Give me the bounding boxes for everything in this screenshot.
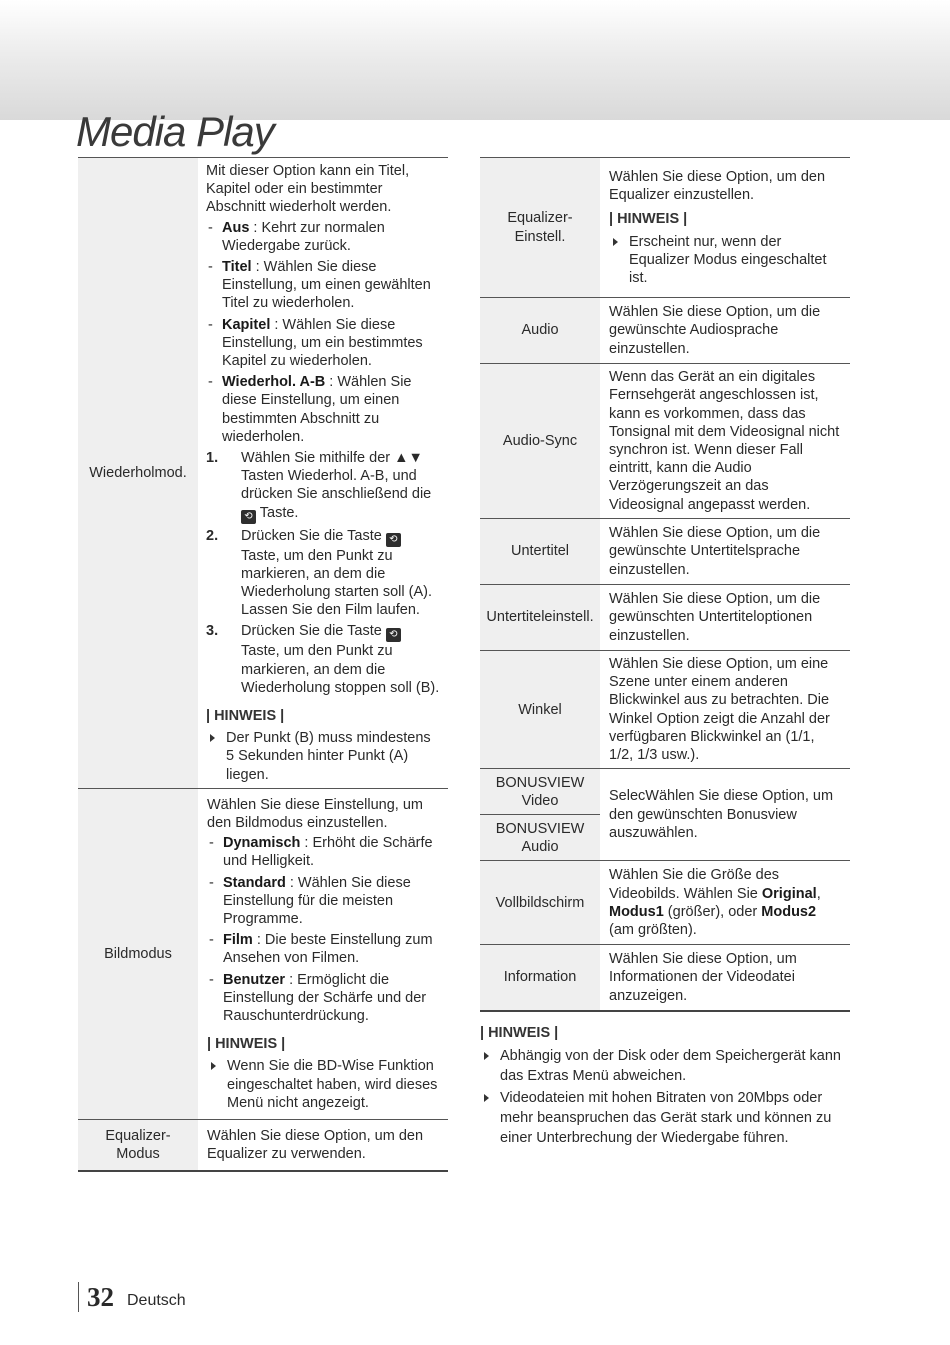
bottom-note-1: Abhängig von der Disk oder dem Speichergerät kann das Extras Menü abweichen. bbox=[480, 1046, 850, 1086]
row-vollbildschirm bbox=[480, 861, 850, 945]
repeat-button-icon: ⟲ bbox=[386, 533, 401, 547]
label-audio: Audio bbox=[480, 298, 600, 364]
desc-untertiteleinstell: Wählen Sie diese Option, um die gewünschten Untertiteloptionen einzustellen. bbox=[609, 591, 821, 644]
row-information bbox=[480, 945, 850, 1011]
row-bildmodus bbox=[78, 788, 448, 1119]
bottom-note-2: Videodateien mit hohen Bitraten von 20Mbps oder mehr beanspruchen das Gerät stark und können zu einer Unterbrechung der Wiedergabe führen. bbox=[480, 1088, 850, 1148]
equalizer-einstell-hinweis-label: | HINWEIS | bbox=[609, 211, 688, 228]
page-language: Deutsch bbox=[127, 1292, 186, 1309]
desc-untertitel: Wählen Sie diese Option, um die gewünschte Untertitelsprache einzustellen. bbox=[609, 525, 821, 578]
row-equalizer-einstell bbox=[480, 158, 850, 298]
option-standard: - Standard : Wählen Sie diese Einstellung für die meisten Programme. bbox=[207, 874, 440, 929]
option-film: - Film : Die beste Einstellung zum Ansehen von Filmen. bbox=[207, 931, 440, 967]
row-wiederholmod bbox=[78, 158, 448, 789]
step-1: 1. Wählen Sie mithilfe der ▲▼ Tasten Wiederhol. A-B, und drücken Sie anschließend die ⟲ Taste. bbox=[206, 450, 432, 522]
wiederholmod-options bbox=[206, 219, 440, 446]
desc-information: Wählen Sie diese Option, um Informationen der Videodatei anzuzeigen. bbox=[609, 951, 797, 1004]
repeat-button-icon: ⟲ bbox=[241, 510, 256, 524]
bottom-hinweis bbox=[480, 1024, 850, 1148]
desc-audio-sync: Wenn das Gerät an ein digitales Fernsehgerät angeschlossen ist, kann es vorkommen, dass das Tonsignal mit dem Videosignal nicht synchron ist. Wenn dieser Fall eintritt, kann die Audio Verzögerungszeit an das Videosignal angepasst werden. bbox=[609, 369, 840, 513]
label-information: Information bbox=[480, 945, 600, 1011]
row-audio-sync bbox=[480, 364, 850, 519]
label-bonusview-audio: BONUSVIEW Audio bbox=[480, 815, 600, 861]
bullet-triangle-icon bbox=[210, 734, 215, 742]
label-bildmodus: Bildmodus bbox=[78, 788, 198, 1119]
option-kapitel: - Kapitel : Wählen Sie diese Einstellung, um ein bestimmtes Kapitel zu wiederholen. bbox=[206, 316, 440, 371]
label-wiederholmod: Wiederholmod. bbox=[78, 158, 198, 789]
label-audio-sync: Audio-Sync bbox=[480, 364, 600, 519]
option-benutzer: - Benutzer : Ermöglicht die Einstellung der Schärfe und der Rauschunterdrückung. bbox=[207, 971, 440, 1026]
desc-winkel: Wählen Sie diese Option, um eine Szene unter einem anderen Blickwinkel aus zu betrachten. Die Winkel Option zeigt die Anzahl der verfügbaren Blickwinkel an (1/1, 1/2, 1/3 usw.). bbox=[609, 656, 830, 764]
row-untertiteleinstell bbox=[480, 585, 850, 651]
option-dynamisch: - Dynamisch : Erhöht die Schärfe und Helligkeit. bbox=[207, 834, 440, 870]
wiederholmod-hinweis-label: | HINWEIS | bbox=[206, 708, 285, 725]
left-options-table bbox=[78, 157, 448, 1172]
desc-equalizer-modus: Wählen Sie diese Option, um den Equalizer zu verwenden. bbox=[207, 1127, 424, 1163]
page-footer bbox=[78, 1282, 186, 1312]
desc-bildmodus bbox=[198, 788, 448, 1119]
wiederholmod-steps bbox=[206, 449, 440, 697]
option-aus: - Aus : Kehrt zur normalen Wiedergabe zurück. bbox=[206, 219, 440, 255]
row-winkel bbox=[480, 651, 850, 769]
bullet-triangle-icon bbox=[484, 1094, 489, 1102]
desc-equalizer-einstell bbox=[600, 158, 850, 298]
option-titel: - Titel : Wählen Sie diese Einstellung, um einen gewählten Titel zu wiederholen. bbox=[206, 258, 440, 313]
desc-vollbildschirm: Wählen Sie die Größe des Videobilds. Wählen Sie Original, Modus1 (größer), oder Modus2 (am größten). bbox=[609, 867, 821, 938]
bildmodus-options bbox=[207, 834, 440, 1025]
equalizer-einstell-note: Erscheint nur, wenn der Equalizer Modus eingeschaltet ist. bbox=[609, 233, 842, 288]
desc-bonusview: SelecWählen Sie diese Option, um den gewünschten Bonusview auszuwählen. bbox=[609, 788, 834, 841]
page-title: Media Play bbox=[76, 108, 274, 156]
wiederholmod-note: Der Punkt (B) muss mindestens 5 Sekunden hinter Punkt (A) liegen. bbox=[206, 729, 440, 784]
step-3: 3. Drücken Sie die Taste ⟲ Taste, um den Punkt zu markieren, an dem die Wiederholung stoppen soll (B). bbox=[206, 623, 440, 696]
option-wiederhol-ab: - Wiederhol. A-B : Wählen Sie diese Einstellung, um einen bestimmten Abschnitt zu wiederholen. bbox=[206, 373, 440, 446]
wiederholmod-intro: Mit dieser Option kann ein Titel, Kapitel oder ein bestimmter Abschnitt wiederholt werden. bbox=[206, 163, 410, 216]
label-equalizer-einstell: Equalizer-Einstell. bbox=[480, 158, 600, 298]
step-2: 2. Drücken Sie die Taste ⟲ Taste, um den Punkt zu markieren, an dem die Wiederholung starten soll (A). Lassen Sie den Film laufen. bbox=[206, 527, 432, 619]
bullet-triangle-icon bbox=[484, 1052, 489, 1060]
bildmodus-note: Wenn Sie die BD-Wise Funktion eingeschaltet haben, wird dieses Menü nicht angezeigt. bbox=[207, 1057, 440, 1112]
equalizer-einstell-text: Wählen Sie diese Option, um den Equalizer einzustellen. bbox=[609, 168, 826, 204]
bildmodus-intro: Wählen Sie diese Einstellung, um den Bildmodus einzustellen. bbox=[207, 796, 424, 831]
repeat-button-icon: ⟲ bbox=[386, 628, 401, 642]
right-options-table bbox=[480, 157, 850, 1012]
label-vollbildschirm: Vollbildschirm bbox=[480, 861, 600, 945]
bildmodus-hinweis-label: | HINWEIS | bbox=[207, 1036, 286, 1053]
bullet-triangle-icon bbox=[211, 1062, 216, 1070]
desc-wiederholmod bbox=[198, 158, 448, 789]
header-band bbox=[0, 0, 950, 120]
label-bonusview-video: BONUSVIEW Video bbox=[480, 769, 600, 815]
bottom-hinweis-label: | HINWEIS | bbox=[480, 1025, 559, 1041]
label-equalizer-modus: Equalizer-Modus bbox=[78, 1119, 198, 1171]
page-number: 32 bbox=[87, 1282, 114, 1312]
bullet-triangle-icon bbox=[613, 238, 618, 246]
row-untertitel bbox=[480, 519, 850, 585]
desc-audio: Wählen Sie diese Option, um die gewünschte Audiosprache einzustellen. bbox=[609, 304, 821, 357]
label-untertiteleinstell: Untertiteleinstell. bbox=[480, 585, 600, 651]
row-equalizer-modus bbox=[78, 1119, 448, 1171]
row-audio bbox=[480, 298, 850, 364]
row-bonusview-video bbox=[480, 769, 850, 815]
label-untertitel: Untertitel bbox=[480, 519, 600, 585]
label-winkel: Winkel bbox=[480, 651, 600, 769]
